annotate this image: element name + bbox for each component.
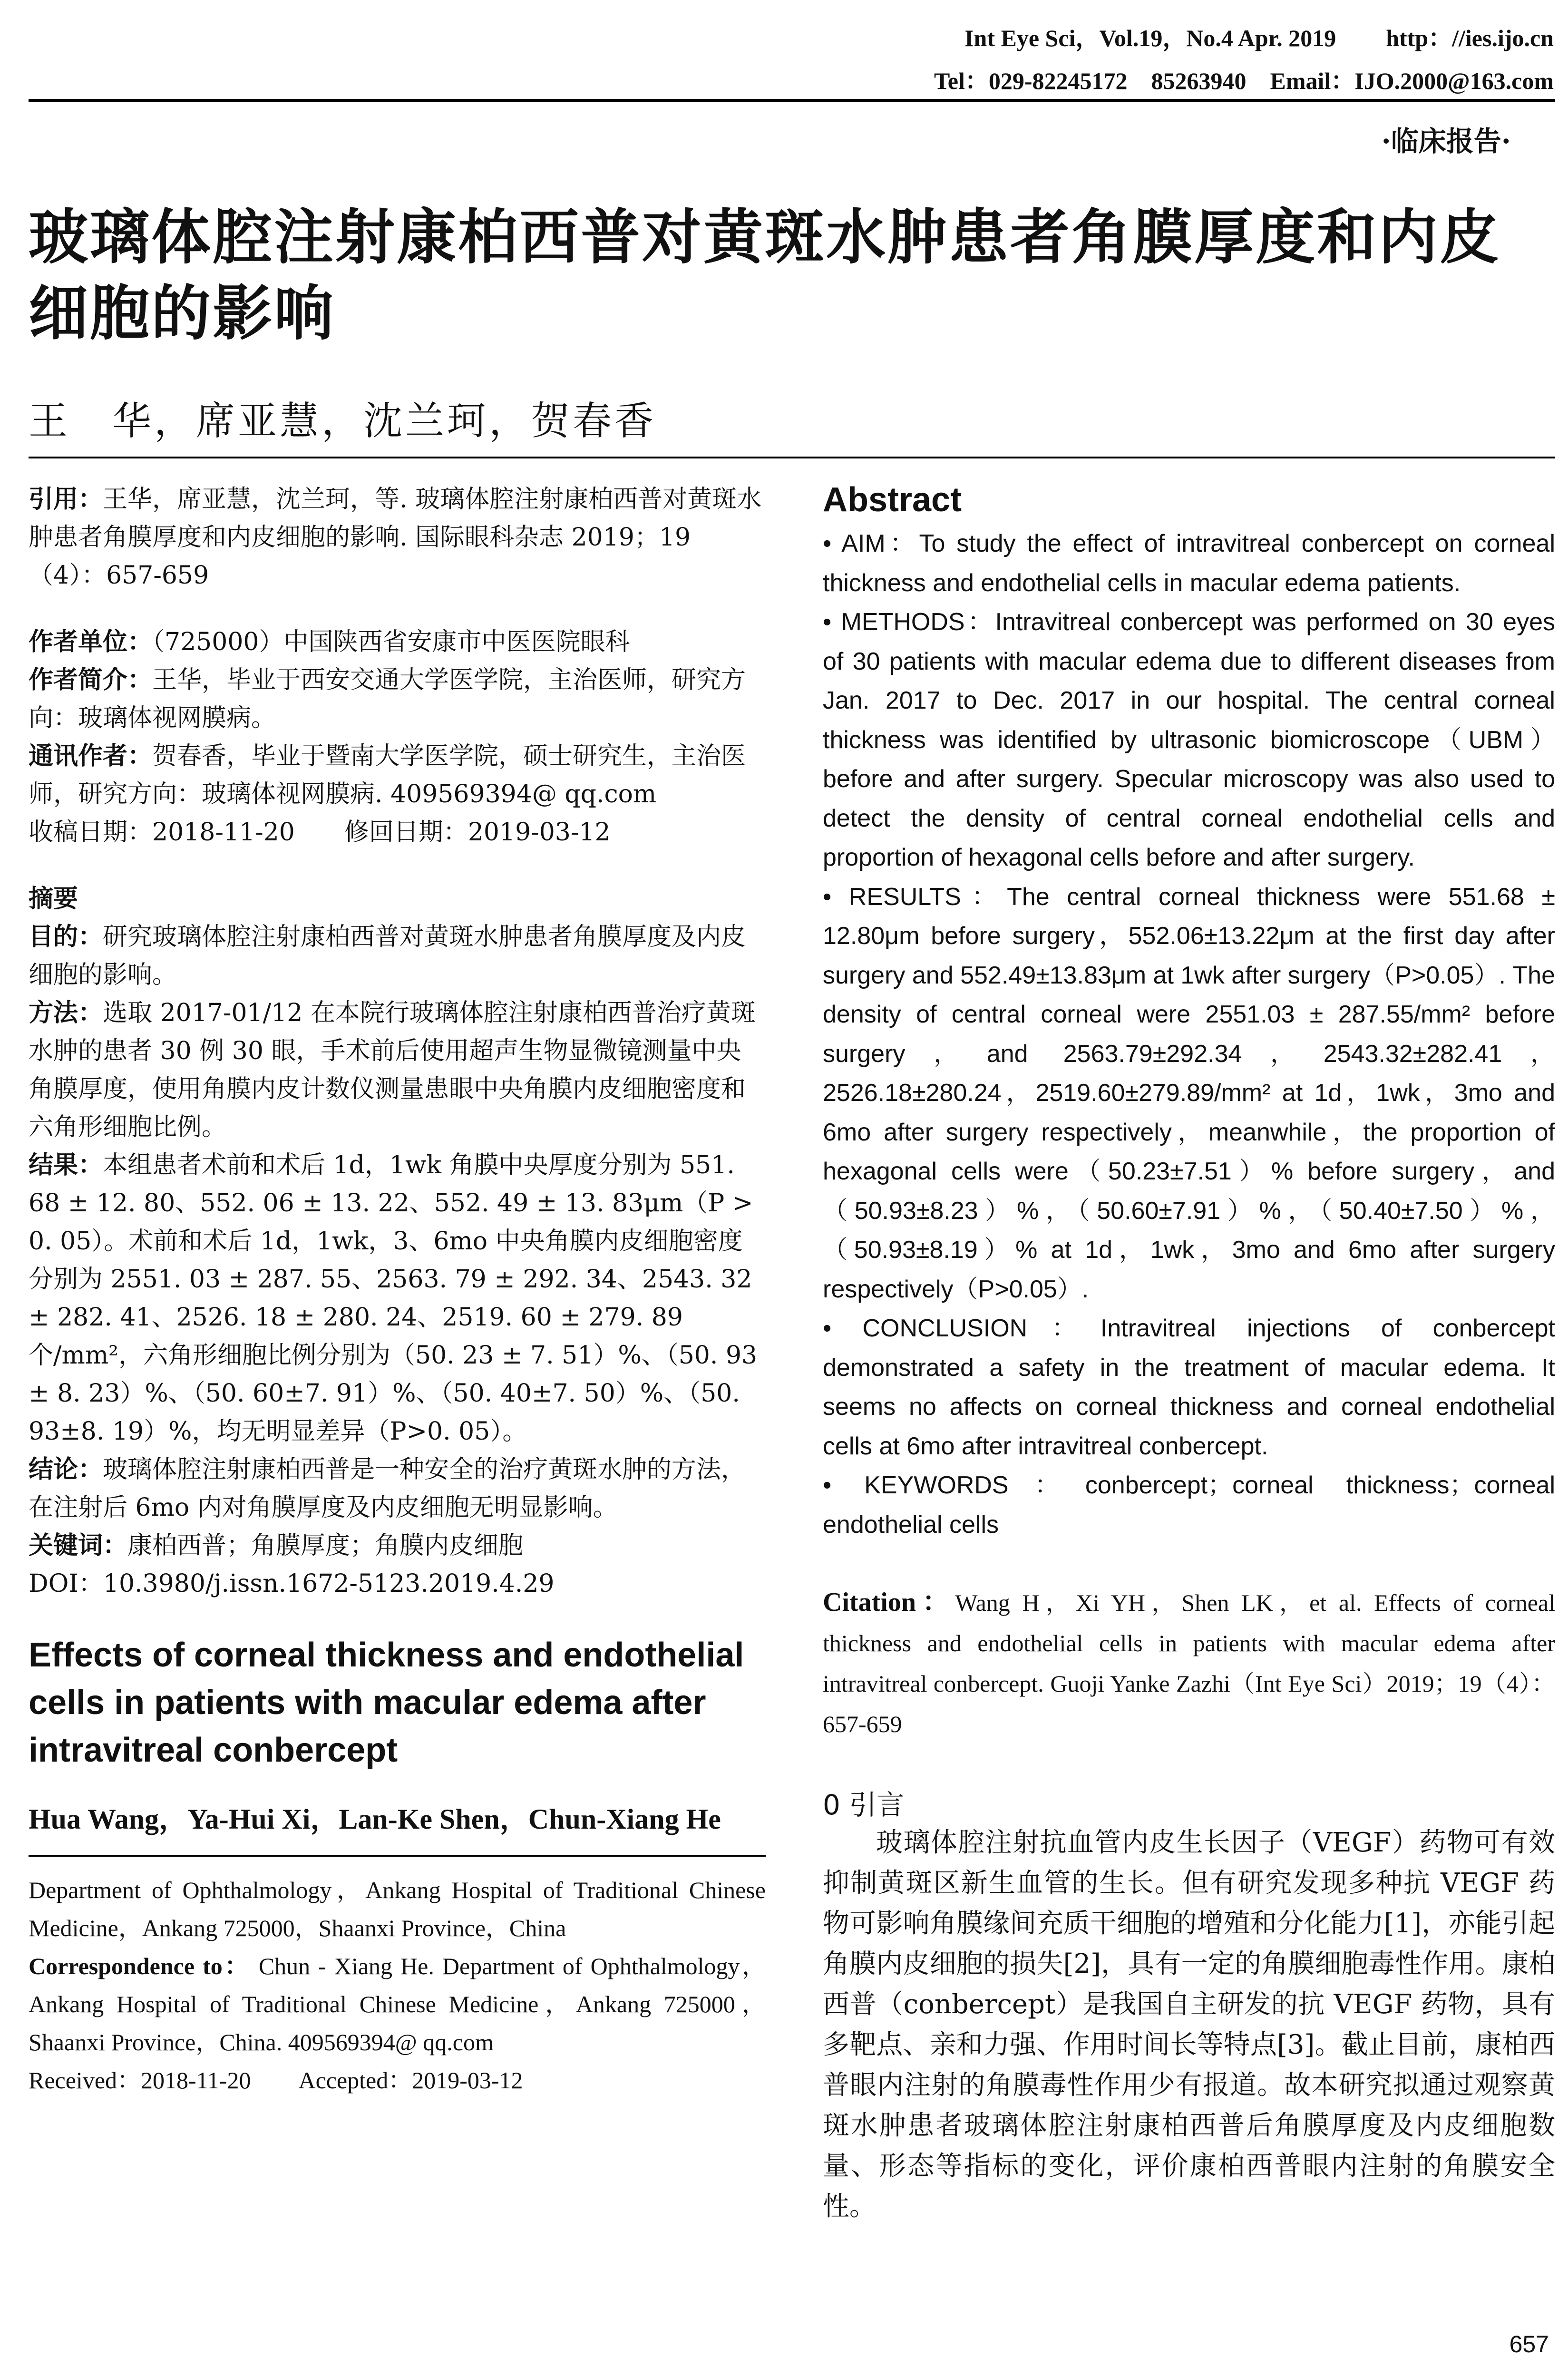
aim-text: 研究玻璃体腔注射康柏西普对黄斑水肿患者角膜厚度及内皮细胞的影响。 [29, 923, 746, 989]
aim-label: 目的： [29, 923, 103, 951]
method-text: 选取 2017-01/12 在本院行玻璃体腔注射康柏西普治疗黄斑水肿的患者 30 例 30 眼，手术前后使用超声生物显微镜测量中央角膜厚度，使用角膜内皮计数仪测量患眼中央角膜内皮细胞密度和六角形细胞比例。 [29, 999, 756, 1141]
bio-text: 王华，毕业于西安交通大学医学院，主治医师，研究方向：玻璃体视网膜病。 [29, 666, 746, 732]
page-number: 657 [1509, 2331, 1549, 2358]
method-label: 方法： [29, 999, 103, 1027]
abstract-heading: Abstract [823, 481, 962, 519]
corr-text: 贺春香，毕业于暨南大学医学院，硕士研究生，主治医师，研究方向：玻璃体视网膜病. 409569394@ qq.com [29, 742, 746, 809]
english-authors-rule [29, 1841, 766, 1857]
conclusion-text: 玻璃体腔注射康柏西普是一种安全的治疗黄斑水肿的方法，在注射后 6mo 内对角膜厚度及内皮细胞无明显影响。 [29, 1455, 746, 1522]
left-column [29, 480, 766, 2099]
received-dates: 收稿日期：2018-11-20 修回日期：2019-03-12 [29, 818, 611, 847]
citation-text: 王华，席亚慧，沈兰珂，等. 玻璃体腔注射康柏西普对黄斑水肿患者角膜厚度和内皮细胞的影响. 国际眼科杂志 2019；19（4）：657-659 [29, 485, 762, 590]
affiliation-label: 作者单位： [29, 628, 153, 656]
article-title: 玻璃体腔注射康柏西普对黄斑水肿患者角膜厚度和内皮细胞的影响 [29, 203, 1501, 348]
section-tag: ·临床报告· [1381, 125, 1511, 157]
intro-heading: 0 引言 [823, 1789, 905, 1821]
english-authors: Hua Wang，Ya-Hui Xi，Lan-Ke Shen，Chun-Xiang He [29, 1803, 721, 1835]
keywords-label: 关键词： [29, 1531, 128, 1560]
title-rule [29, 457, 1555, 458]
english-correspondence [29, 1947, 766, 2061]
result-label: 结果： [29, 1151, 103, 1179]
journal-volume: Int Eye Sci，Vol.19，No.4 Apr. 2019 [964, 25, 1336, 51]
author-bio [29, 661, 766, 737]
header-rule [29, 99, 1555, 102]
abstract-cn-heading: 摘要 [29, 885, 78, 913]
english-title: Effects of corneal thickness and endothelial cells in patients with macular edema after intravitreal conbercept [29, 1636, 744, 1769]
intro-paragraph: 玻璃体腔注射抗血管内皮生长因子（VEGF）药物可有效抑制黄斑区新生血管的生长。但有研究发现多种抗 VEGF 药物可影响角膜缘间充质干细胞的增殖和分化能力[1]，亦能引起角膜内皮细胞的损失[2]，具有一定的角膜细胞毒性作用。康柏西普（conbercept）是我国自主研发的抗 VEGF 药物，具有多靶点、亲和力强、作用时间长等特点[3]。截止目前，康柏西普眼内注射的角膜毒性作用少有报道。故本研究拟通过观察黄斑水肿患者玻璃体腔注射康柏西普后角膜厚度及内皮细胞数量、形态等指标的变化，评价康柏西普眼内注射的角膜安全性。 [823, 1827, 1555, 2222]
right-column [823, 480, 1555, 2227]
aim-cn [29, 918, 766, 994]
doi: DOI：10.3980/j.issn.1672-5123.2019.4.29 [29, 1569, 555, 1598]
english-department: Department of Ophthalmology，Ankang Hospital of Traditional Chinese Medicine，Ankang 725000，Shaanxi Province，China [29, 1877, 766, 1941]
abstract-keywords: • KEYWORDS：conbercept；corneal thickness；corneal endothelial cells [823, 1471, 1555, 1539]
affiliation-text: （725000）中国陕西省安康市中医医院眼科 [152, 628, 630, 656]
article-authors: 王 华，席亚慧，沈兰珂，贺春香 [29, 399, 657, 444]
running-header-line1 [964, 19, 1554, 53]
bio-label: 作者简介： [29, 666, 153, 694]
english-corr-text: Chun - Xiang He. Department of Ophthalmology，Ankang Hospital of Traditional Chinese Medicine，Ankang 725000，Shaanxi Province，China. 409569394@ qq.com [29, 1953, 766, 2056]
method-cn [29, 994, 766, 1146]
corr-label: 通讯作者： [29, 742, 153, 770]
conclusion-cn [29, 1451, 766, 1527]
corresponding-author [29, 737, 766, 813]
english-dates: Received：2018-11-20 Accepted：2019-03-12 [29, 2067, 523, 2094]
conclusion-label: 结论： [29, 1455, 103, 1484]
abstract-aim: • AIM：To study the effect of intravitreal conbercept on corneal thickness and endothelial cells in macular edema patients. [823, 530, 1555, 597]
citation-cn [29, 480, 766, 594]
abstract-conclusion: • CONCLUSION：Intravitreal injections of conbercept demonstrated a safety in the treatment of macular edema. It seems no affects on corneal thickness and corneal endothelial cells at 6mo after intravitreal conbercept. [823, 1315, 1555, 1460]
result-cn [29, 1146, 766, 1451]
citation-en-text: Wang H，Xi YH，Shen LK，et al. Effects of corneal thickness and endothelial cells in patients with macular edema after intravitreal conbercept. Guoji Yanke Zazhi（Int Eye Sci）2019；19（4）：657-659 [823, 1589, 1555, 1737]
affiliation [29, 623, 766, 661]
citation-label: 引用： [29, 485, 103, 514]
citation-en-label: Citation： [823, 1588, 955, 1617]
keywords-cn [29, 1527, 766, 1565]
citation-en [823, 1582, 1555, 1744]
english-corr-label: Correspondence to： [29, 1953, 251, 1979]
journal-url: http：//ies.ijo.cn [1386, 25, 1554, 51]
abstract-methods: • METHODS：Intravitreal conbercept was performed on 30 eyes of 30 patients with macular edema due to different diseases from Jan. 2017 to Dec. 2017 in our hospital. The central corneal thickness was identified by ultrasonic biomicroscope（UBM）before and after surgery. Specular microscopy was also used to detect the density of central corneal endothelial cells and proportion of hexagonal cells before and after surgery. [823, 608, 1555, 871]
running-header-line2: Tel：029-82245172 85263940 Email：IJO.2000@163.com [934, 68, 1554, 94]
abstract-results: • RESULTS：The central corneal thickness were 551.68 ± 12.80μm before surgery，552.06±13.22μm at the first day after surgery and 552.49±13.83μm at 1wk after surgery（P>0.05）. The density of central corneal were 2551.03 ± 287.55/mm² before surgery，and 2563.79±292.34，2543.32±282.41，2526.18±280.24，2519.60±279.89/mm² at 1d，1wk，3mo and 6mo after surgery respectively，meanwhile，the proportion of hexagonal cells were（50.23±7.51）% before surgery，and（50.93±8.23）%，（50.60±7.91）%，（50.40±7.50）%，（50.93±8.19）% at 1d，1wk，3mo and 6mo after surgery respectively（P>0.05）. [823, 883, 1555, 1303]
keywords-text: 康柏西普；角膜厚度；角膜内皮细胞 [127, 1531, 524, 1560]
result-text: 本组患者术前和术后 1d，1wk 角膜中央厚度分别为 551. 68 ± 12. 80、552. 06 ± 13. 22、552. 49 ± 13. 83μm（P > 0. 05）。术前和术后 1d，1wk，3、6mo 中央角膜内皮细胞密度分别为 2551. 03 ± 287. 55、2563. 79 ± 292. 34、2543. 32 ± 282. 41、2526. 18 ± 280. 24、2519. 60 ± 279. 89 个/mm²，六角形细胞比例分别为（50. 23 ± 7. 51）%、（50. 93 ± 8. 23）%、（50. 60±7. 91）%、（50. 40±7. 50）%、（50. 93±8. 19）%，均无明显差异（P>0. 05）。 [29, 1151, 758, 1446]
